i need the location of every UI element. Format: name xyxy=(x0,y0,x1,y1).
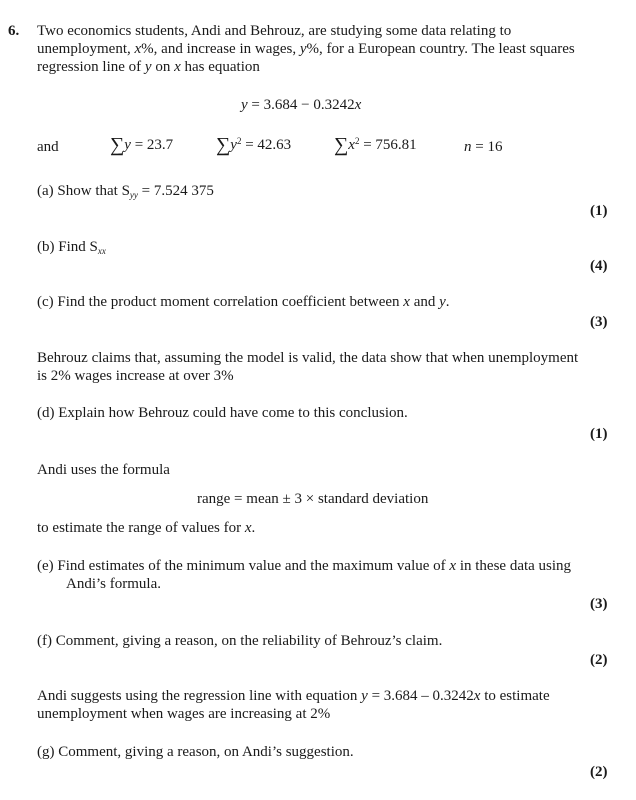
andi-formula-intro: Andi uses the formula xyxy=(37,462,170,478)
estimate-range-text: to estimate the range of values for x. xyxy=(37,520,256,536)
andi-suggestion-line-1: Andi suggests using the regression line with equation y = 3.684 – 0.3242x to estimate xyxy=(37,688,550,704)
intro-line-3: regression line of y on x has equation xyxy=(37,59,260,75)
sample-size: n = 16 xyxy=(464,139,503,155)
part-f-marks: (2) xyxy=(590,652,608,668)
part-g: (g) Comment, giving a reason, on Andi’s suggestion. xyxy=(37,744,354,760)
part-g-marks: (2) xyxy=(590,764,608,780)
part-f: (f) Comment, giving a reason, on the reliability of Behrouz’s claim. xyxy=(37,633,443,649)
part-e-line-2: Andi’s formula. xyxy=(66,576,161,592)
part-c: (c) Find the product moment correlation coefficient between x and y. xyxy=(37,294,450,310)
intro-line-2: unemployment, x%, and increase in wages, y%, for a European country. The least squares xyxy=(37,41,575,57)
range-formula: range = mean ± 3 × standard deviation xyxy=(197,491,429,507)
sum-x-squared: $\sum x^2 = 756.81$ xyxy=(334,134,417,156)
part-d: (d) Explain how Behrouz could have come to this conclusion. xyxy=(37,405,408,421)
sum-y-squared: $\sum y^2 = 42.63$ xyxy=(216,134,292,156)
part-c-marks: (3) xyxy=(590,314,608,330)
part-b-marks: (4) xyxy=(590,258,608,274)
part-a-marks: (1) xyxy=(590,203,608,219)
part-e-marks: (3) xyxy=(590,596,608,612)
question-number: 6. xyxy=(8,23,20,39)
sum-y: ∑y = 23.7 xyxy=(110,134,174,156)
part-b: (b) Find $S_{xx}$ xyxy=(37,239,106,256)
behrouz-claim-line-2: is 2% wages increase at over 3% xyxy=(37,368,234,384)
part-d-marks: (1) xyxy=(590,426,608,442)
part-a: (a) Show that $S_{yy} = 7.524$ 375 xyxy=(37,183,214,200)
behrouz-claim-line-1: Behrouz claims that, assuming the model is valid, the data show that when unemployment xyxy=(37,350,579,366)
part-e-line-1: (e) Find estimates of the minimum value and the maximum value of x in these data using xyxy=(37,558,572,574)
and-label: and xyxy=(37,139,59,155)
andi-suggestion-line-2: unemployment when wages are increasing at 2% xyxy=(37,706,331,722)
intro-line-1: Two economics students, Andi and Behrouz, are studying some data relating to xyxy=(37,23,512,39)
regression-equation: y = 3.684 − 0.3242x xyxy=(241,97,362,113)
